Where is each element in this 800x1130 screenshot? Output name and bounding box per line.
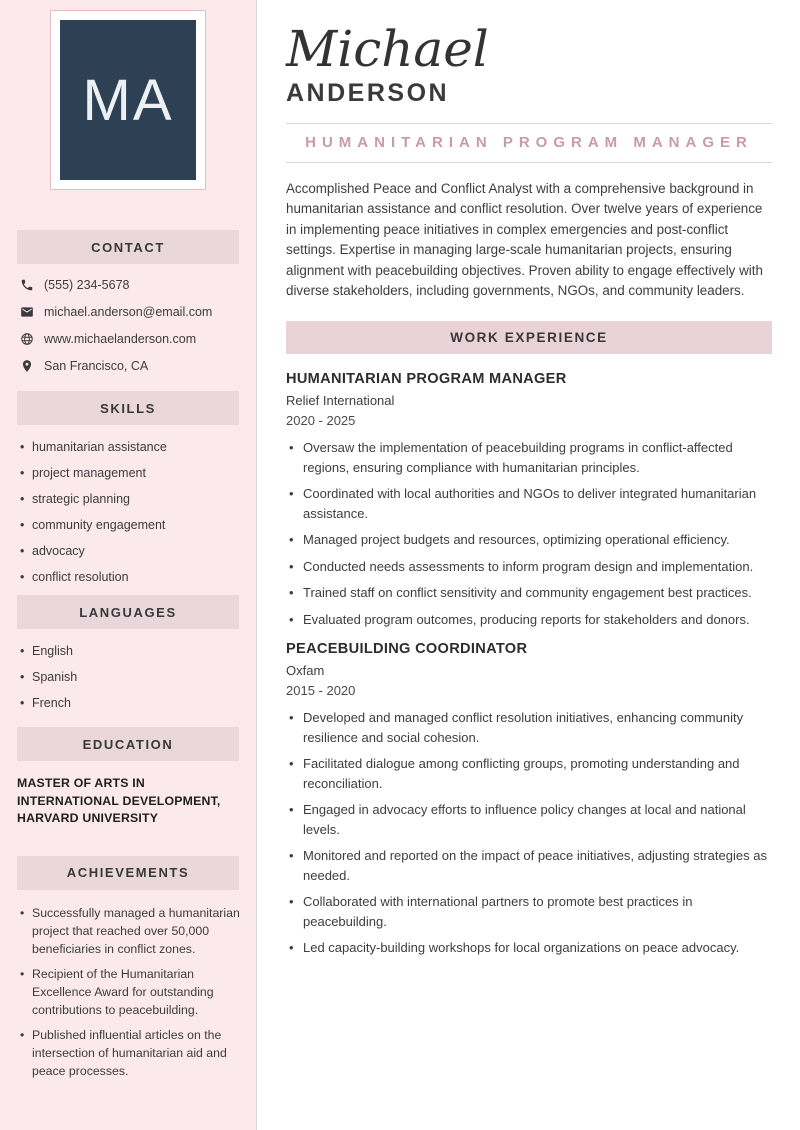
languages-heading: LANGUAGES [17,595,239,629]
sidebar [0,0,257,1130]
skill-item: • community engagement [20,517,240,533]
work-experience-heading: WORK EXPERIENCE [286,321,772,354]
job-dates: 2015 - 2020 [286,683,356,699]
contact-location: San Francisco, CA [44,359,149,373]
job-bullet: • Led capacity-building workshops for local organizations on peace advocacy. [286,938,772,958]
job-bullet: • Developed and managed conflict resolution initiatives, enhancing community resilience and social cohesion. [286,708,772,747]
contact-row-phone [20,278,240,292]
job-bullet: • Facilitated dialogue among conflicting groups, promoting understanding and reconciliation. [286,754,772,793]
globe-icon [20,332,34,346]
contact-row-website [20,332,240,346]
location-icon [20,359,34,373]
summary-paragraph: Accomplished Peace and Conflict Analyst with a comprehensive background in humanitarian assistance and conflict resolution. Over twelve years of experience in implementing peace initiatives in complex emergencies and post-conflict settings. Expertise in managing large-scale humanitarian projects, ensuring alignment with peacebuilding objectives. Proven ability to engage effectively with diverse stakeholders, including governments, NGOs, and community leaders. [286,181,763,299]
job-bullet: • Coordinated with local authorities and NGOs to deliver integrated humanitarian assistance. [286,484,772,523]
contact-row-email [20,305,240,319]
job-bullet: • Collaborated with international partners to promote best practices in peacebuilding. [286,892,772,931]
job-bullet: • Managed project budgets and resources, optimizing operational efficiency. [286,530,772,550]
skills-heading: SKILLS [17,391,239,425]
education-degree: MASTER OF ARTS IN INTERNATIONAL DEVELOPMENT, HARVARD UNIVERSITY [17,776,221,825]
skills-list [0,425,256,585]
contact-row-location [20,359,240,373]
job-bullet: • Conducted needs assessments to inform program design and implementation. [286,557,772,577]
job-company: Relief International [286,393,395,409]
job-bullet: • Monitored and reported on the impact of peace initiatives, adjusting strategies as needed. [286,846,772,885]
avatar-initials: MA [82,67,174,133]
job-company: Oxfam [286,663,325,679]
contact-phone: (555) 234-5678 [44,278,130,292]
achievement-item: • Recipient of the Humanitarian Excellence Award for outstanding contributions to peacebuilding. [20,965,242,1019]
email-icon [20,305,34,319]
contact-website: www.michaelanderson.com [44,332,197,346]
skill-item: • project management [20,465,240,481]
achievements-heading: ACHIEVEMENTS [17,856,239,890]
job-bullet: • Trained staff on conflict sensitivity and community engagement best practices. [286,583,772,603]
job-entry-2 [286,641,772,958]
education-heading: EDUCATION [17,727,239,761]
languages-list [0,629,256,711]
skill-item: • strategic planning [20,491,240,507]
contact-list [0,264,256,373]
main-content [257,0,800,1130]
job-title: HUMANITARIAN PROGRAM MANAGER [286,371,567,388]
skill-item: • advocacy [20,543,240,559]
phone-icon [20,278,34,292]
headline-job-title: HUMANITARIAN PROGRAM MANAGER [305,134,753,151]
achievements-list [0,890,256,1080]
job-bullets [286,438,772,629]
job-bullet: • Engaged in advocacy efforts to influence policy changes at local and national levels. [286,800,772,839]
job-bullet: • Oversaw the implementation of peacebuilding programs in conflict-affected regions, ensuring compliance with humanitarian principles. [286,438,772,477]
language-item: • French [20,695,240,711]
job-dates: 2020 - 2025 [286,413,356,429]
skill-item: • conflict resolution [20,569,240,585]
first-name: Michael [286,20,489,78]
job-title: PEACEBUILDING COORDINATOR [286,641,528,658]
avatar [50,10,206,190]
skill-item: • humanitarian assistance [20,439,240,455]
job-entry-1 [286,371,772,629]
last-name: ANDERSON [286,79,450,107]
divider-bottom [286,162,772,163]
avatar-box [60,20,196,180]
achievement-item: • Successfully managed a humanitarian project that reached over 50,000 beneficiaries in conflict zones. [20,904,242,958]
language-item: • English [20,643,240,659]
contact-heading: CONTACT [17,230,239,264]
achievement-item: • Published influential articles on the intersection of humanitarian aid and peace processes. [20,1026,242,1080]
contact-email: michael.anderson@email.com [44,305,213,319]
job-bullets [286,708,772,958]
language-item: • Spanish [20,669,240,685]
job-bullet: • Evaluated program outcomes, producing reports for stakeholders and donors. [286,610,772,630]
